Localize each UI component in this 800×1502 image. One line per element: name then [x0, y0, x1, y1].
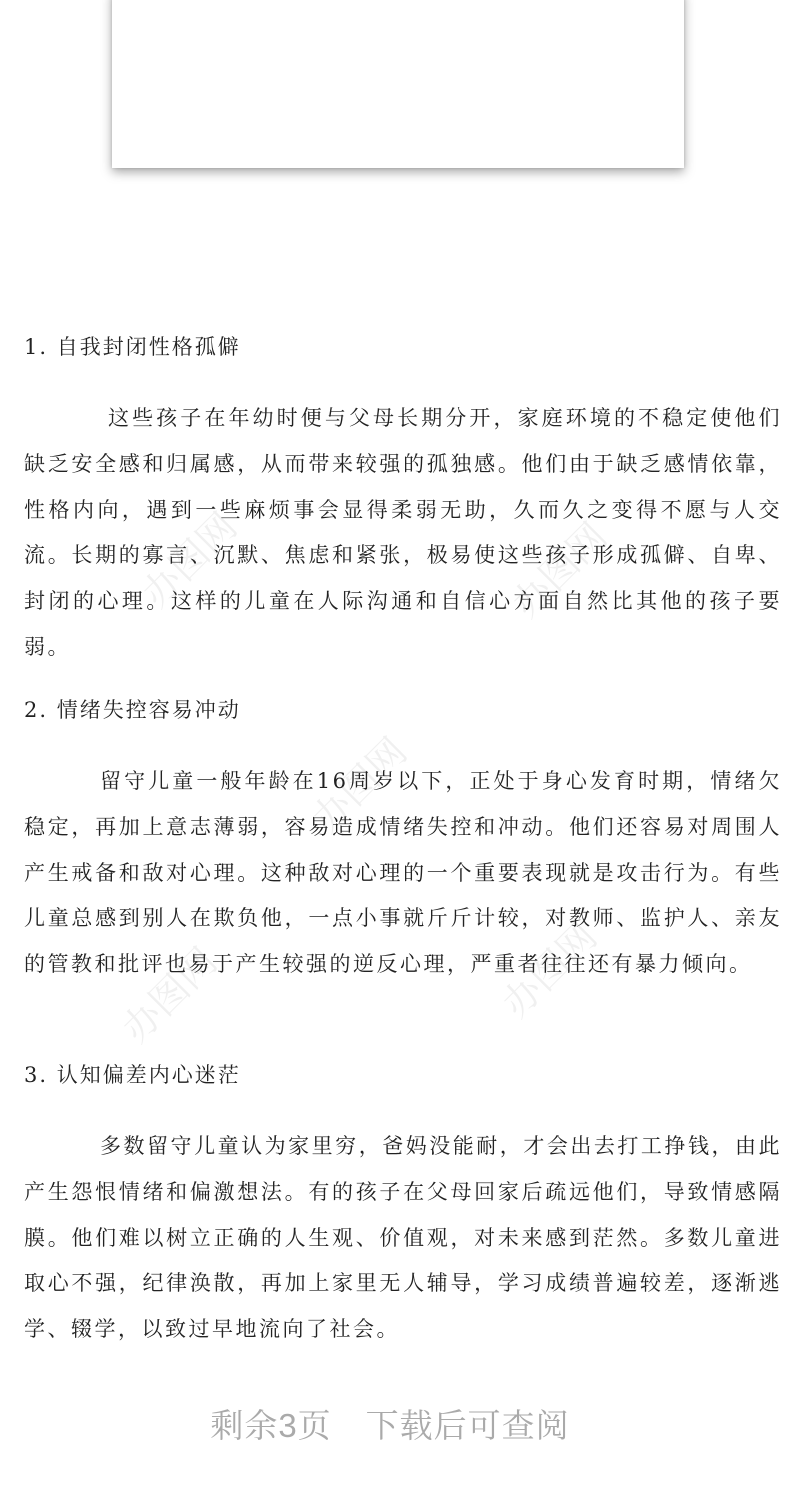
section-heading: 1. 自我封闭性格孤僻 [24, 335, 241, 359]
section-paragraph: 留守儿童一般年龄在16周岁以下，正处于身心发育时期，情绪欠稳定，再加上意志薄弱，容易造成情绪失控和冲动。他们还容易对周围人产生戒备和敌对心理。这种敌对心理的一个重要表现就是攻击行为。有些儿童总感到别人在欺负他，一点小事就斤斤计较，对教师、监护人、亲友的管教和批评也易于产生较强的逆反心理，严重者往往还有暴力倾向。 [24, 769, 782, 977]
watermark: 办图网 [133, 504, 246, 616]
download-prompt[interactable] [0, 1400, 780, 1447]
previous-page-card [112, 0, 684, 168]
watermark: 办图网 [493, 914, 606, 1026]
watermark: 办图网 [303, 729, 416, 841]
section-paragraph: 这些孩子在年幼时便与父母长期分开，家庭环境的不稳定使他们缺乏安全感和归属感，从而带来较强的孤独感。他们由于缺乏感情依靠，性格内向，遇到一些麻烦事会显得柔弱无助，久而久之变得不愿与人交流。长期的寡言、沉默、焦虑和紧张，极易使这些孩子形成孤僻、自卑、封闭的心理。这样的儿童在人际沟通和自信心方面自然比其他的孩子要弱。 [24, 406, 782, 659]
download-to-view-link[interactable]: 下载后可查阅 [365, 1407, 570, 1444]
section-heading: 3. 认知偏差内心迷茫 [24, 1063, 241, 1087]
remaining-pages-label: 剩余3页 [210, 1407, 332, 1444]
watermark: 办图网 [503, 514, 616, 626]
watermark: 办图网 [113, 939, 226, 1051]
section-paragraph: 多数留守儿童认为家里穷，爸妈没能耐，才会出去打工挣钱，由此产生怨恨情绪和偏激想法。有的孩子在父母回家后疏远他们，导致情感隔膜。他们难以树立正确的人生观、价值观，对未来感到茫然。多数儿童进取心不强，纪律涣散，再加上家里无人辅导，学习成绩普遍较差，逐渐逃学、辍学，以致过早地流向了社会。 [24, 1134, 782, 1342]
section-heading: 2. 情绪失控容易冲动 [24, 698, 241, 722]
